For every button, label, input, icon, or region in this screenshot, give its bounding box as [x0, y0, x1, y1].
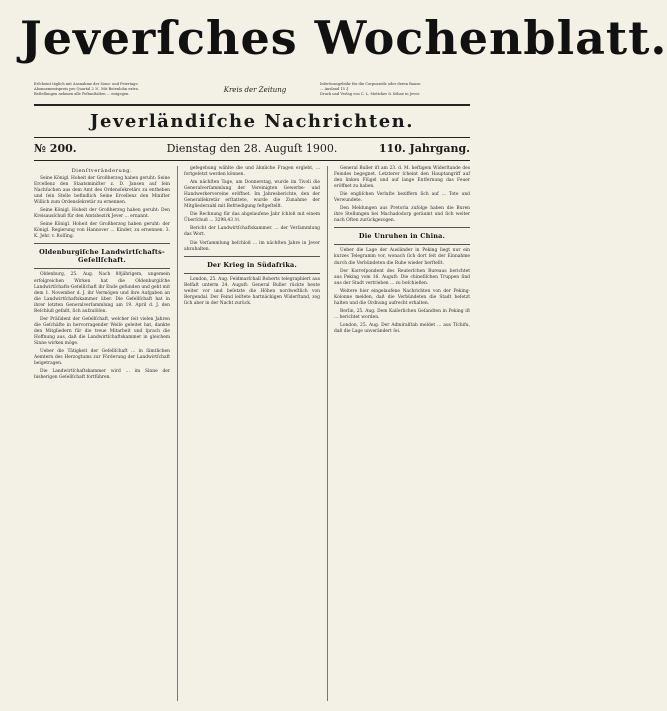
column-divider — [327, 166, 328, 701]
advertising-line: ... Ausland 15 ₰ — [320, 87, 348, 91]
article-paragraph: London, 25. Aug. Feldmarſchall Roberts telegraphiert aus Belfaſt unterm 24. Auguſt: General Buller rückte heute weiter vor und beſetzte die Höhen nordweſtlich von Bergendal. Der Feind leiſtete hartnäckigen Widerſtand, zog ſich aber in der Nacht zurück. — [184, 276, 320, 306]
paper-subtitle: Kreis der Zeitung — [223, 86, 287, 94]
article-paragraph: London, 25. Aug. Der Admiralſtab meldet ... aus Tſchifu, daß die Lage unverändert ſei. — [334, 322, 470, 334]
dateline — [34, 140, 470, 158]
article-paragraph: Ueber die Lage der Ausländer in Peking liegt nur ein kurzes Telegramm vor, wonach ſich dort ſeit der Einnahme durch die Verbündeten die Ruhe wieder herſtellt. — [334, 248, 470, 266]
column-middle — [184, 166, 320, 701]
column-left — [34, 166, 170, 701]
issue-number: № 200. — [34, 142, 77, 155]
volume-year: 110. Jahrgang. — [378, 142, 470, 155]
article-paragraph: Seine Königl. Hoheit der Großherzog haben geruht: der Königl. Regierung von Hannover ... Kinder, zu ernennen. 3. K. Jehr. v. Roſſing. — [34, 222, 170, 240]
article-paragraph: Der Korreſpondent des Reuterſchen Bureaus berichtet aus Peking vom 16. Auguſt: Die chineſiſchen Truppen ſind aus der Stadt vertrieben ... zu beſchießen. — [334, 268, 470, 286]
article-paragraph: Berlin, 25. Aug. Dem Kaiſerlichen Geſandten in Peking iſt ... berichtet worden. — [334, 308, 470, 320]
article-heading: Oldenburgiſche Landwirtſchafts-Geſellſchaft. — [39, 248, 165, 265]
article-paragraph: Die engliſchen Verluſte beziffern ſich auf ... Tote und Verwundete. — [334, 192, 470, 204]
article-paragraph: Den Meldungen aus Pretoria zufolge haben die Buren ihre Stellungen bei Machadodorp geräumt und ſich weiter nach Oſten zurückgezogen. — [334, 206, 470, 224]
issue-date: Dienstag den 28. Auguſt 1900. — [166, 142, 338, 155]
article-paragraph: Weitere hier eingelaufene Nachrichten von der Peking-Kolonne melden, daß die Verbündeten die Stadt beſetzt halten und die Ordnung aufrecht erhalten. — [334, 288, 470, 306]
column-divider — [177, 166, 178, 701]
advertising-line: Druck und Verlag von C. L. Mettcker & Söhne in Jever. — [320, 92, 420, 96]
article-heading: Der Krieg in Südafrika. — [207, 260, 297, 269]
article-heading: Dienſtveränderung. — [71, 168, 133, 174]
subscription-line: Abonnementspreis pro Quartal 2 ℳ. Mit Botenlohn extra. — [34, 87, 139, 91]
article-heading: Die Unruhen in China. — [358, 232, 446, 241]
dateline-rule — [34, 160, 470, 161]
article-paragraph: Oldenburg, 25. Aug. Nach 80jährigem, ungemein erfolgreichen Wirken hat die Oldenburgiſche Landwirtſchafts-Geſellſchaft ihr Ende gefunden und geht mit dem 1. November d. J. ihr Vermögen und ihre Aufgaben an die Landwirtſchaftskammer über. Die Geſellſchaft hat in ihrer letzten Generalverſammlung am 19. April d. J. den Beſchluß gefaßt, ſich aufzulöſen. — [34, 272, 170, 314]
article-paragraph: Am nächſten Tage, am Donnerstag, wurde im Tivoli die Generalverſammlung der Vereinigten Gewerbe- und Handwerkervereine eröffnet. Im Jahresberichte, den der Generalſekretär erſtattete, wurde die Zunahme der Mitgliederzahl mit Befriedigung feſtgeſtellt. — [184, 180, 320, 210]
article-paragraph: gefegebung wählte die und ähnliche Fragen erglebt, ... fortgeſetzt werden können. — [184, 166, 320, 178]
subscription-line: Beſtellungen nehmen alle Poſtanſtalten ... entgegen. — [34, 92, 130, 96]
article-heading-box — [334, 227, 470, 245]
masthead-title: Jeverſches Wochenblatt. — [20, 11, 667, 65]
article-paragraph: Bericht der Landwirtſchaftskammer. ... der Verſammlung das Wort. — [184, 226, 320, 238]
header-rule — [34, 104, 470, 106]
article-heading-box — [34, 243, 170, 269]
article-paragraph: Der Präſident der Geſellſchaft, welcher ſeit vielen Jahren die Geſchäfte in hervorragender Weiſe geleitet hat, dankte den Mitgliedern für die treue Mitarbeit und ſprach die Hoffnung aus, daß die Landwirtſchaftskammer in gleichem Sinne wirken möge. — [34, 316, 170, 346]
advertising-line: Inſertionsgebühr für die Corpuszeile oder deren Raum: — [320, 82, 421, 86]
article-paragraph: Seine Königl. Hoheit der Großherzog haben geruht: Den Kreisausſchuß für den Amtsbezirk Jever ... ernannt. — [34, 208, 170, 220]
article-paragraph: Die Rechnung für das abgelaufene Jahr ſchloß mit einem Überſchuß ... 3298,43 ℳ. — [184, 212, 320, 224]
section-headline: Jeverländiſche Nachrichten. — [89, 111, 415, 132]
subscription-info — [34, 82, 189, 97]
subscription-line: Erſcheint täglich mit Ausnahme der Sonn- und Feiertage. — [34, 82, 139, 86]
article-paragraph: Seine Königl. Hoheit der Großherzog haben geruht: Seine Ercellenz den Staatsminiſter z. D. Jansen auf ſein Nachſuchen aus dem Amt des Ordensſekretärs zu entheben und ſein Stelle befindlich Seine Ercellenz den Miniſter Willich zum Ordensſekretär zu ernennen. — [34, 176, 170, 206]
advertising-info — [320, 82, 470, 97]
article-paragraph: Die Landwirtſchaftskammer wird ... im Sinne der bisherigen Geſellſchaft fortführen. — [34, 369, 170, 381]
article-paragraph: Ueber die Tätigkeit der Geſellſchaft ... in ſämtlichen Aemtern des Herzogtums zur Förderung der Landwirtſchaft beigetragen. — [34, 349, 170, 367]
article-paragraph: General Buller iſt am 23. d. M. heftigem Widerſtande des Feindes begegnet. Letzterer ſcheint den Hauptangriff auf den linken Flügel und auf lange Entfernung das Feuer eröffnet zu haben. — [334, 166, 470, 190]
article-paragraph: Die Verſammlung beſchloß ... im nächſten Jahre in Jever abzuhalten. — [184, 240, 320, 252]
article-heading-box — [184, 256, 320, 274]
headline-rule — [34, 137, 470, 138]
column-right — [334, 166, 470, 701]
